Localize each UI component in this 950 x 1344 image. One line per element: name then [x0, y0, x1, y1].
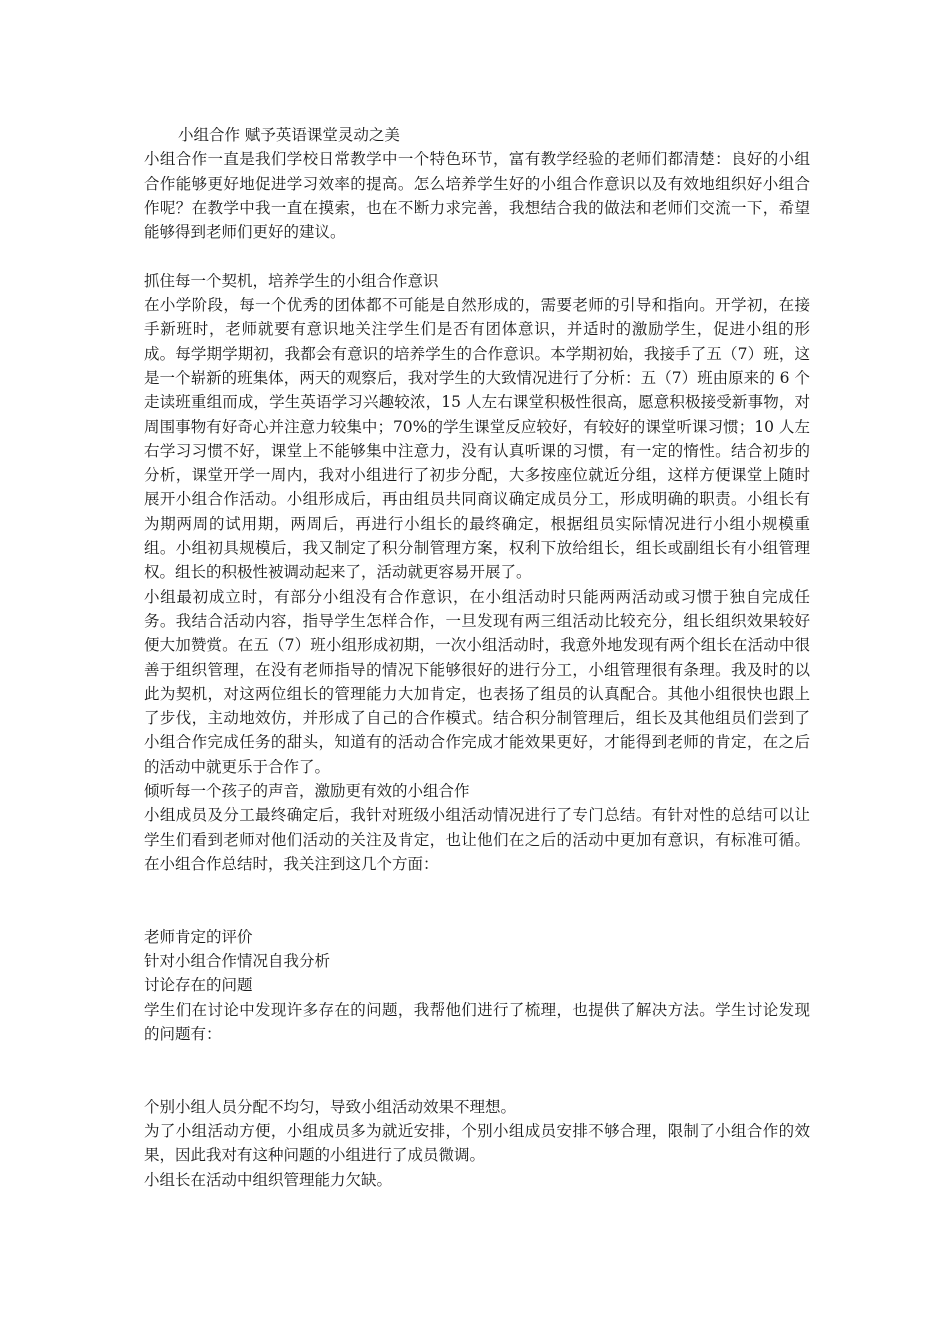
list-item: 讨论存在的问题 [144, 976, 253, 995]
intro-paragraph: 小组合作一直是我们学校日常教学中一个特色环节，富有教学经验的老师们都清楚：良好的小组合作能够更好地促进学习效率的提高。怎么培养学生好的小组合作意识以及有效地组织好小组合作呢？在教学中我一直在摸索，也在不断力求完善，我想结合我的做法和老师们交流一下，希望能够得到老师们更好的建议。 [144, 150, 810, 242]
document-body [144, 123, 810, 1192]
issue-item-2: 小组长在活动中组织管理能力欠缺。 [144, 1170, 393, 1189]
paragraph-5: 为了小组活动方便，小组成员多为就近安排，个别小组成员安排不够合理，限制了小组合作的效果，因此我对有这种问题的小组进行了成员微调。 [144, 1122, 810, 1165]
list-item: 老师肯定的评价 [144, 927, 253, 946]
paragraph-1: 在小学阶段，每一个优秀的团体都不可能是自然形成的，需要老师的引导和指向。开学初，在接手新班时，老师就要有意识地关注学生们是否有团体意识，并适时的激励学生，促进小组的形成。每学期学期初，我都会有意识的培养学生的合作意识。本学期初始，我接手了五（7）班，这是一个崭新的班集体，两天的观察后，我对学生的大致情况进行了分析：五（7）班由原来的 6 个走读班重组而成，学生英语学习兴趣较浓，15 人左右课堂积极性很高，愿意积极接受新事物，对周围事物有好奇心并注意力较集中；70%的学生课堂反应较好，有较好的课堂听课习惯；10 人左右学习习惯不好，课堂上不能够集中注意力，没有认真听课的习惯，有一定的惰性。结合初步的分析，课堂开学一周内，我对小组进行了初步分配，大多按座位就近分组，这样方便课堂上随时展开小组合作活动。小组形成后，再由组员共同商议确定成员分工，形成明确的职责。小组长有为期两周的试用期，两周后，再进行小组长的最终确定，根据组员实际情况进行小组小规模重组。小组初具规模后，我又制定了积分制管理方案，权利下放给组长，组长或副组长有小组管理权。组长的积极性被调动起来了，活动就更容易开展了。 [144, 296, 810, 582]
spacer [144, 876, 810, 925]
section-heading-1: 抓住每一个契机，培养学生的小组合作意识 [144, 271, 439, 290]
section-heading-2: 倾听每一个孩子的声音，激励更有效的小组合作 [144, 782, 470, 801]
issue-item-1: 个别小组人员分配不均匀，导致小组活动效果不理想。 [144, 1097, 517, 1116]
spacer [144, 244, 810, 268]
list-item: 针对小组合作情况自我分析 [144, 952, 331, 971]
spacer [144, 1046, 810, 1095]
document-title: 小组合作 赋予英语课堂灵动之美 [178, 126, 400, 144]
paragraph-4: 学生们在讨论中发现许多存在的问题，我帮他们进行了梳理，也提供了解决方法。学生讨论发现的问题有： [144, 1000, 810, 1043]
paragraph-2: 小组最初成立时，有部分小组没有合作意识，在小组活动时只能两两活动或习惯于独自完成任务。我结合活动内容，指导学生怎样合作，一旦发现有两三组活动比较充分，组长组织效果较好便大加赞赏。在五（7）班小组形成初期，一次小组活动时，我意外地发现有两个组长在活动中很善于组织管理，在没有老师指导的情况下能够很好的进行分工，小组管理很有条理。我及时的以此为契机，对这两位组长的管理能力大加肯定，也表扬了组员的认真配合。其他小组很快也跟上了步伐，主动地效仿，并形成了自己的合作模式。结合积分制管理后，组长及其他组员们尝到了小组合作完成任务的甜头，知道有的活动合作完成才能效果更好，才能得到老师的肯定，在之后的活动中就更乐于合作了。 [144, 587, 810, 776]
paragraph-3: 小组成员及分工最终确定后，我针对班级小组活动情况进行了专门总结。有针对性的总结可以让学生们看到老师对他们活动的关注及肯定，也让他们在之后的活动中更加有意识，有标准可循。在小组合作总结时，我关注到这几个方面： [144, 806, 810, 873]
